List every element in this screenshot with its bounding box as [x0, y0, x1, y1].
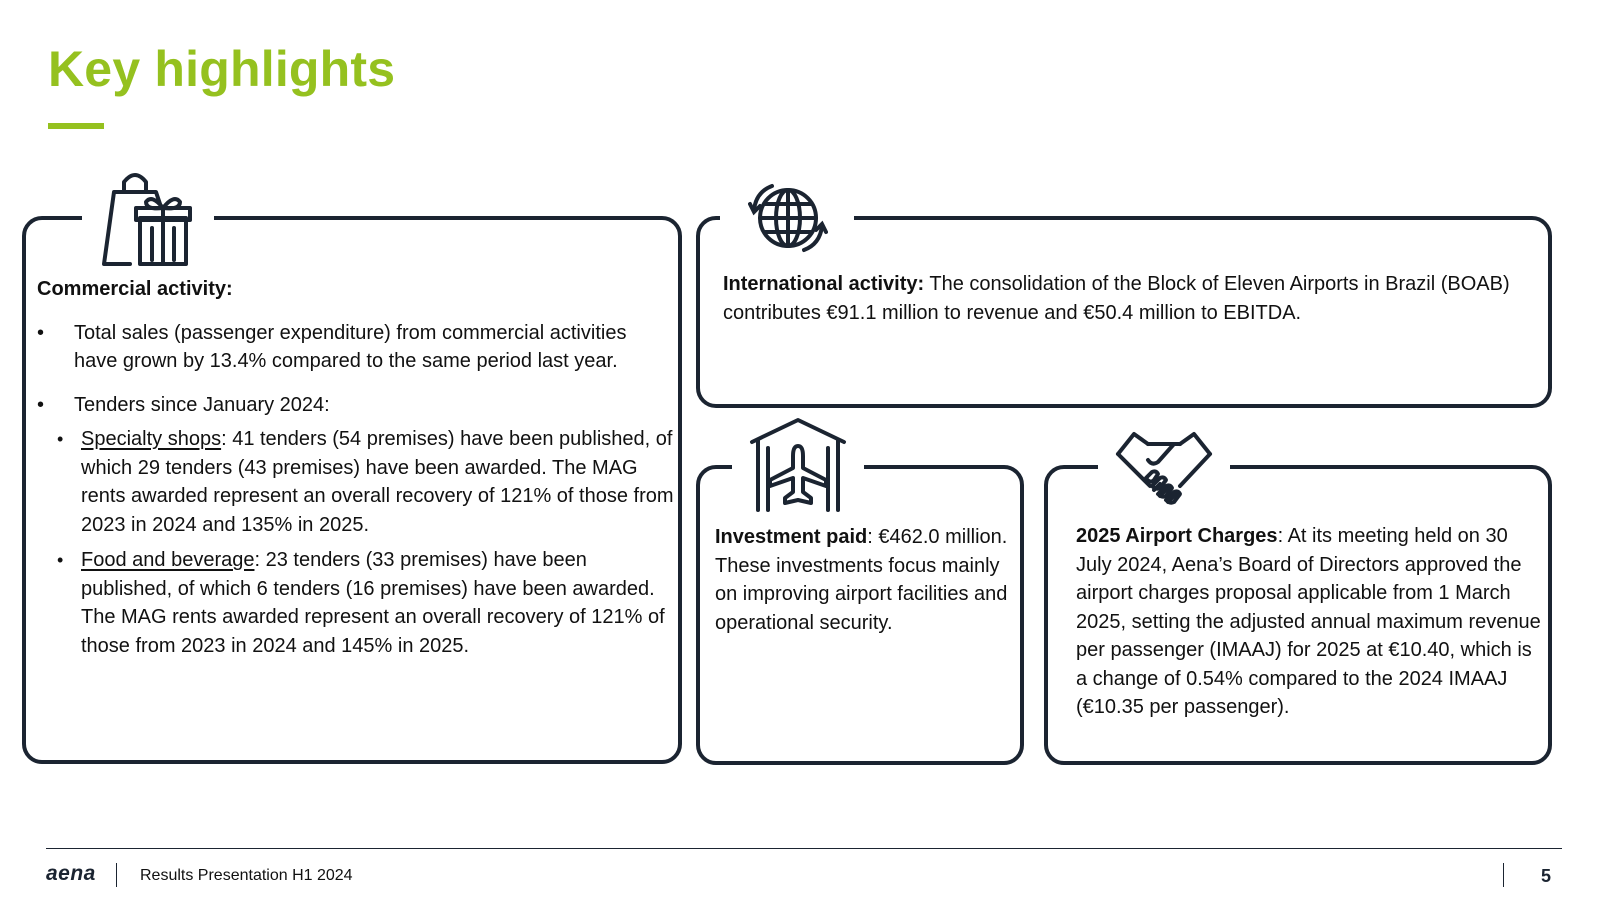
list-item: • Total sales (passenger expenditure) from commercial activities have grown by 13.4% compared to the same period last year. — [37, 319, 675, 376]
hangar-airplane-icon — [748, 416, 848, 514]
international-text: International activity: The consolidation of the Block of Eleven Airports in Brazil (BOAB) contributes €91.1 million to revenue and €50.4 million to EBITDA. — [723, 273, 1510, 324]
page-number: 5 — [1541, 866, 1552, 886]
investment-text: Investment paid: €462.0 million. These investments focus mainly on improving airport facilities and operational security. — [715, 526, 1008, 634]
list-item: • Specialty shops: 41 tenders (54 premises) have been published, of which 29 tenders (43 premises) have been awarded. The MAG rents awarded represent an overall recovery of 121% of those from 2023 in 2024 and 135% in 2025. — [37, 425, 675, 539]
globe-arrows-icon — [748, 180, 828, 256]
international-label: International activity: — [723, 273, 925, 295]
handshake-icon — [1114, 428, 1214, 508]
page-number-separator — [1503, 863, 1504, 887]
commercial-list — [37, 319, 675, 420]
specialty-shops-label: Specialty shops — [81, 428, 222, 450]
footer-text: Results Presentation H1 2024 — [140, 867, 353, 884]
commercial-heading: Commercial activity: — [37, 278, 233, 300]
footer-divider — [46, 848, 1562, 849]
aena-logo: aena — [46, 862, 96, 885]
food-beverage-label: Food and beverage — [81, 549, 255, 571]
list-item: • Tenders since January 2024: — [37, 391, 675, 420]
shopping-bag-gift-icon — [96, 166, 194, 268]
airport-charges-label: 2025 Airport Charges — [1076, 525, 1278, 547]
title-underline — [48, 123, 104, 129]
footer-separator — [116, 863, 117, 887]
page-title: Key highlights — [48, 41, 396, 97]
list-item: • Food and beverage: 23 tenders (33 premises) have been published, of which 6 tenders (16 premises) have been awarded. The MAG rents awarded represent an overall recovery of 121% of those from 2023 in 2024 and 145% in 2025. — [37, 546, 675, 660]
commercial-content — [37, 275, 675, 660]
airport-charges-text: 2025 Airport Charges: At its meeting held on 30 July 2024, Aena’s Board of Directors approved the airport charges proposal applicable from 1 March 2025, setting the adjusted annual maximum revenue per passenger (IMAAJ) for 2025 at €10.40, which is a change of 0.54% compared to the 2024 IMAAJ (€10.35 per passenger). — [1076, 525, 1541, 718]
investment-label: Investment paid — [715, 526, 868, 548]
tenders-sublist — [74, 425, 675, 660]
